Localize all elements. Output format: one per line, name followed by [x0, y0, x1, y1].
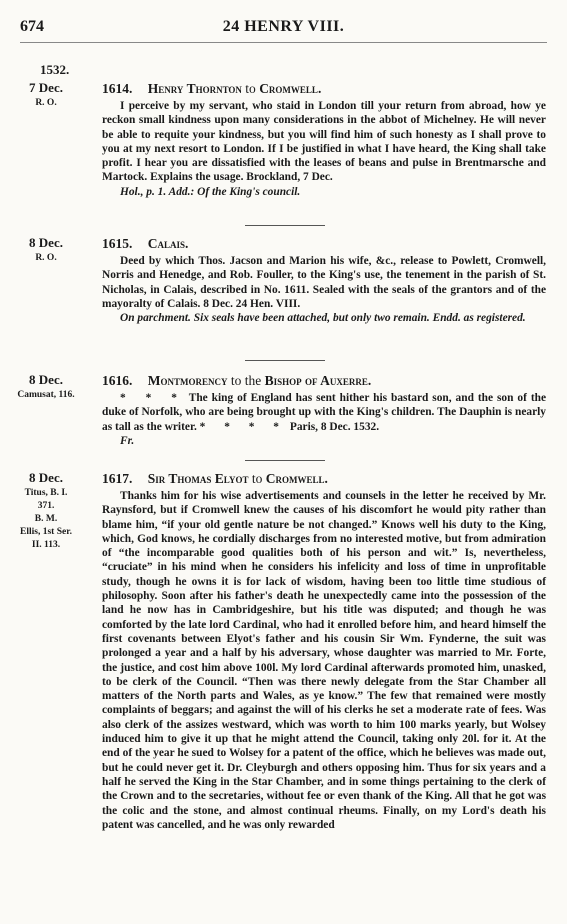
entry-text: I perceive by my servant, who staid in London till your return from abroad, how ye reckon small kindness upon many considerations in the abbot of Michelney. He will never be able to requite your kindness, but you will find him of such honesty as I shall prove to you at my next resort to London. If I be justified in what I have heard, the King shall take profit. I hear you are dissatisfied with the leases of beans and pulse in Brentmarsche and Martock. Explains the usage. Brockland, 7 Dec.: [102, 100, 546, 184]
heading-recipient: Cromwell.: [265, 471, 328, 486]
entry-closing: Paris, 8 Dec. 1532.: [289, 420, 380, 433]
margin-note: [0, 80, 92, 109]
entry-text: Thanks him for his wise advertisements and counsels in the letter he received by Mr. Raynsford, but if Cromwell knew the causes of his discomfort he would pity rather than blame him, “if your old gentle nature be not changed.” Knows well his duty to the King, which, God knows, he cordially discharges from no interested motive, but from admiration of “the incomparable good qualities both of his person and wit.” Is, nevertheless, “cruciate” in his mind when he considers his infelicity and loss of time in unprofitable study, though he owns it is for lack of wisdom, having been too little time studious of philosophy. Soon after his father's death he unexpectedly came into the possession of the land he now has in Cambridgeshire, but his title was disputed; and though he was comforted by the late lord Cardinal, who had it enrolled before him, and heard himself the first covenants between Elyot's father and his cousin Sir Wm. Fynderne, the suit was prolonged a year and a half by his adversary, whose daughter was married to Mr. Forte, the justice, and cost him above 100l. My lord Cardinal afterwards promoted him, unasked, to be clerk of the Council. “Then was there newly delegate from the Star Chamber all matters of the North parts and Wales, as ye know.” The few that remained were mostly complaints of beggars; and against the will of his clerks he set a moderate rate of fees. Was also clerk of the assizes westward, which was worth to him 100 marks yearly, but Wolsey induced him to give it up that he might attend the Council, taking only 20l. for it. At the end of the year he sued to Wolsey for a patent of the office, which he believes was made out, but he could never get it. Dr. Cleyburgh and others opposing him. Thus for six years and a half he served the King in the Star Chamber, and in some things pertaining to the clerk of the Crown and to the secretaries, without fee or even thank of the King. All that he got was the colic and the stone, and almost continual rheums. Finally, on my Lord's death his patent was cancelled, and he was only rewarded: [102, 490, 546, 831]
entry-source: 371.: [37, 501, 55, 511]
entry-text-body: The king of England has sent hither his bastard son, and the son of the duke of Norfolk, who are being brought up with the King's children. The Dauphin is nearly as tall as the writer.: [102, 392, 546, 433]
heading-sender: Henry Thornton: [147, 81, 242, 96]
entry-number: 1614.: [102, 81, 133, 96]
entry-date: 8 Dec.: [29, 470, 63, 485]
entry-number: 1617.: [102, 471, 133, 486]
entry-body: [102, 235, 546, 325]
entry-body: [102, 470, 546, 832]
entry-heading: [102, 235, 546, 253]
entry-date: 7 Dec.: [29, 80, 63, 95]
heading-to: to: [251, 471, 263, 486]
omission-stars: * * *: [120, 392, 185, 404]
entry-heading: [102, 80, 546, 98]
running-title: 24 HENRY VIII.: [222, 18, 345, 35]
heading-recipient: Bishop of Auxerre.: [264, 373, 372, 388]
margin-note: [0, 235, 92, 264]
entry-body: [102, 372, 546, 448]
heading-to: to: [245, 81, 256, 96]
heading-recipient: Cromwell.: [259, 81, 322, 96]
heading-sender: Montmorency: [147, 373, 228, 388]
year-marker: 1532.: [40, 62, 70, 77]
heading-sender: Sir Thomas Elyot: [147, 471, 249, 486]
entry-separator: [245, 360, 325, 361]
entry-source: Ellis, 1st Ser.: [20, 527, 72, 537]
entry-text: [102, 391, 546, 434]
entry-heading: [102, 372, 546, 390]
heading-to: to the: [230, 373, 262, 388]
entry-body: [102, 80, 546, 199]
page-header: [20, 14, 547, 38]
entry-heading: [102, 470, 546, 488]
entry-source: Camusat, 116.: [17, 390, 75, 400]
entry-source: R. O.: [35, 253, 57, 263]
omission-stars: * * * *: [199, 420, 287, 433]
entry-date: 8 Dec.: [29, 235, 63, 250]
header-rule: [20, 42, 547, 43]
entry-source: Titus, B. I.: [24, 488, 68, 498]
entry-text: Deed by which Thos. Jacson and Marion his wife, &c., release to Powlett, Cromwell, Norris and Henedge, and Rob. Fouller, to the King's use, the tenement in the parish of St. Nicholas, in Calais, described in No. 1611. Sealed with the seals of the grantors and of the mayoralty of Calais. 8 Dec. 24 Hen. VIII.: [102, 255, 546, 310]
heading-subject: Calais.: [147, 236, 189, 251]
entry-source: B. M.: [34, 514, 58, 524]
entry-number: 1615.: [102, 236, 133, 251]
entry-note: On parchment. Six seals have been attached, but only two remain. Endd. as registered.: [120, 312, 526, 325]
margin-note: [0, 470, 92, 551]
entry-note: Fr.: [120, 434, 135, 447]
entry-separator: [245, 225, 325, 226]
entry-source: II. 113.: [31, 540, 61, 550]
entry-separator: [245, 460, 325, 461]
page-number: 674: [20, 18, 44, 35]
margin-note: [0, 372, 92, 401]
entry-date: 8 Dec.: [29, 372, 63, 387]
entry-number: 1616.: [102, 373, 133, 388]
entry-note: Hol., p. 1. Add.: Of the King's council.: [120, 185, 301, 198]
entry-source: R. O.: [35, 98, 57, 108]
